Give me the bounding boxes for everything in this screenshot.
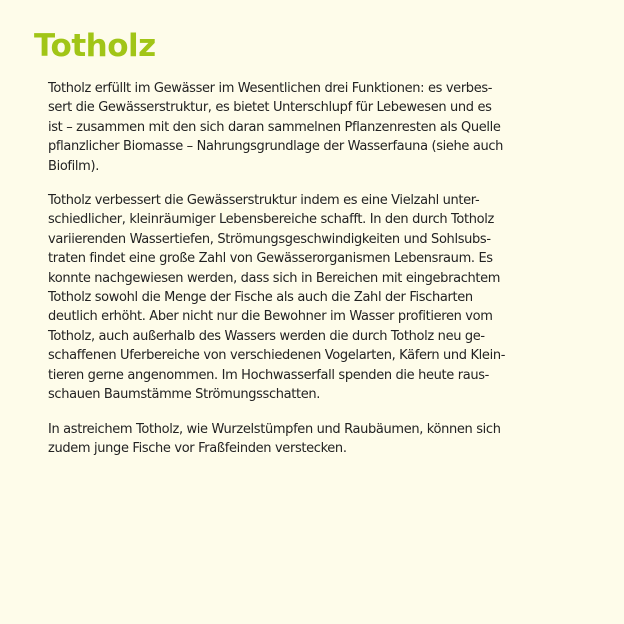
paragraph-structure <box>48 191 518 404</box>
text-line: Totholz verbessert die Gewässerstruktur indem es eine Vielzahl unter- <box>48 193 480 209</box>
page-title: Totholz <box>34 28 156 64</box>
text-line: Biofilm). <box>48 158 100 174</box>
text-line: Totholz sowohl die Menge der Fische als auch die Zahl der Fischarten <box>48 290 473 306</box>
text-line: In astreichem Totholz, wie Wurzelstümpfen und Raubäumen, können sich <box>48 421 501 437</box>
text-line: schiedlicher, kleinräumiger Lebensbereiche schafft. In den durch Totholz <box>48 212 495 228</box>
text-line: Totholz erfüllt im Gewässer im Wesentlichen drei Funktionen: es verbes- <box>48 81 493 96</box>
text-line: schauen Baumstämme Strömungsschatten. <box>48 387 321 403</box>
text-line: ist – zusammen mit den sich daran sammelnen Pflanzenresten als Quelle <box>48 119 501 135</box>
text-line: konnte nachgewiesen werden, dass sich in Bereichen mit eingebrachtem <box>48 270 501 286</box>
paragraph-shelter <box>48 420 518 459</box>
article-body <box>48 79 518 473</box>
text-line: zudem junge Fische vor Fraßfeinden verstecken. <box>48 440 347 456</box>
text-line: pflanzlicher Biomasse – Nahrungsgrundlage der Wasserfauna (siehe auch <box>48 139 504 155</box>
text-line: variierenden Wassertiefen, Strömungsgeschwindigkeiten und Sohlsubs- <box>48 231 491 247</box>
text-line: schaffenen Uferbereiche von verschiedenen Vogelarten, Käfern und Klein- <box>48 348 506 364</box>
text-line: Totholz, auch außerhalb des Wassers werden die durch Totholz neu ge- <box>48 328 485 344</box>
text-line: traten findet eine große Zahl von Gewässerorganismen Lebensraum. Es <box>48 251 493 267</box>
text-line: sert die Gewässerstruktur, es bietet Unterschlupf für Lebewesen und es <box>48 100 492 116</box>
text-line: deutlich erhöht. Aber nicht nur die Bewohner im Wasser profitieren vom <box>48 309 493 325</box>
paragraph-functions <box>48 79 518 176</box>
text-line: tieren gerne angenommen. Im Hochwasserfall spenden die heute raus- <box>48 367 489 383</box>
